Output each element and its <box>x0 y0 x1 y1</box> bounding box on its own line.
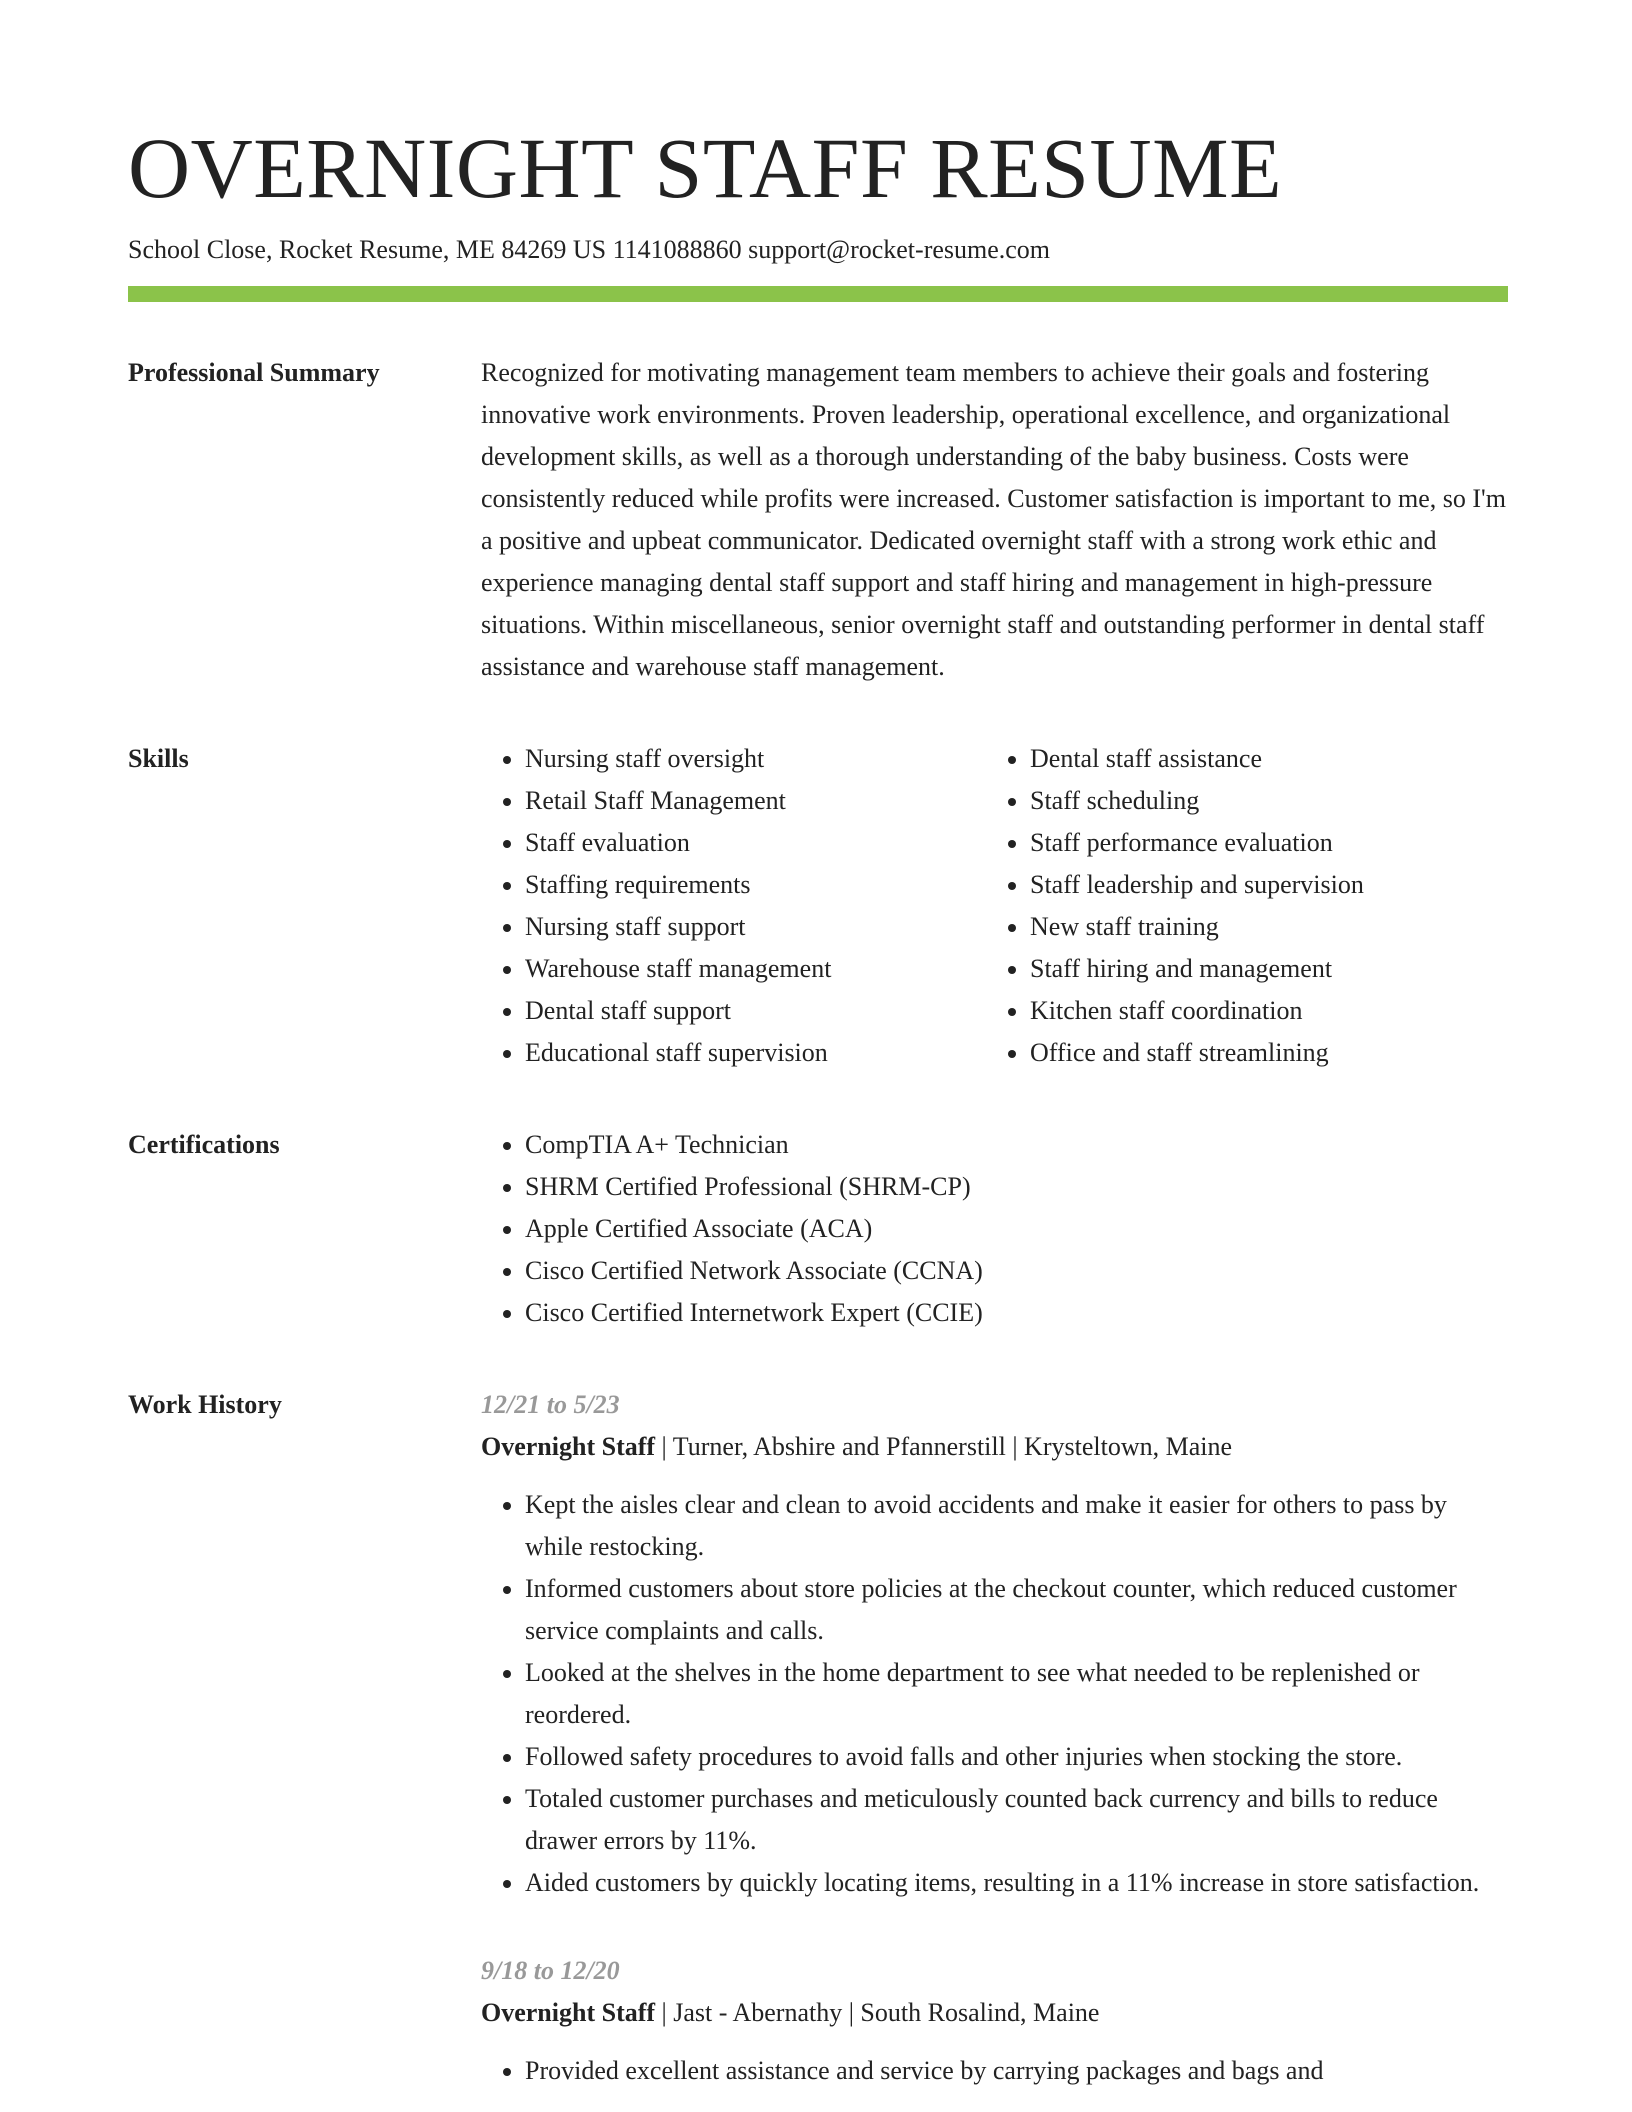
job-role: Overnight Staff <box>481 1998 656 2027</box>
job-heading <box>481 1426 1508 1468</box>
accent-divider <box>128 286 1508 302</box>
job-bullet: • Followed safety procedures to avoid falls and other injuries when stocking the store. <box>525 1736 1508 1778</box>
skill-item: • Staff hiring and management <box>1030 948 1508 990</box>
work-history-section <box>128 1384 1508 2092</box>
skills-list-right <box>986 738 1508 1074</box>
job-bullet: • Totaled customer purchases and meticulously counted back currency and bills to reduce drawer errors by 11%. <box>525 1778 1508 1862</box>
skills-list-left <box>481 738 986 1074</box>
job-bullet: • Aided customers by quickly locating items, resulting in a 11% increase in store satisfaction. <box>525 1862 1508 1904</box>
section-label-summary: Professional Summary <box>128 358 380 387</box>
section-label-certifications: Certifications <box>128 1130 280 1159</box>
resume-title: OVERNIGHT STAFF RESUME <box>128 120 1283 216</box>
skill-item: • Staffing requirements <box>525 864 986 906</box>
skill-item: • Office and staff streamlining <box>1030 1032 1508 1074</box>
job-bullets <box>481 2050 1508 2092</box>
skill-item: • Nursing staff support <box>525 906 986 948</box>
skill-item: • Staff performance evaluation <box>1030 822 1508 864</box>
job-details: | Turner, Abshire and Pfannerstill | Krysteltown, Maine <box>655 1432 1233 1461</box>
skill-item: • Warehouse staff management <box>525 948 986 990</box>
job-role: Overnight Staff <box>481 1432 656 1461</box>
job-heading <box>481 1992 1508 2034</box>
skill-item: • New staff training <box>1030 906 1508 948</box>
job-bullet: • Looked at the shelves in the home department to see what needed to be replenished or reordered. <box>525 1652 1508 1736</box>
job-entry <box>481 1384 1508 1904</box>
skill-item: • Staff evaluation <box>525 822 986 864</box>
skill-item: • Kitchen staff coordination <box>1030 990 1508 1032</box>
job-bullet: • Informed customers about store policies at the checkout counter, which reduced customer service complaints and calls. <box>525 1568 1508 1652</box>
job-dates: 9/18 to 12/20 <box>481 1956 620 1985</box>
resume-page <box>128 118 1508 2092</box>
skill-item: • Staff leadership and supervision <box>1030 864 1508 906</box>
skill-item: • Dental staff support <box>525 990 986 1032</box>
job-bullets <box>481 1484 1508 1904</box>
summary-text: Recognized for motivating management team members to achieve their goals and fostering innovative work environments. Proven leadership, operational excellence, and organizational development skills, as well as a thorough understanding of the baby business. Costs were consistently reduced while profits were increased. Customer satisfaction is important to me, so I'm a positive and upbeat communicator. Dedicated overnight staff with a strong work ethic and experience managing dental staff support and staff hiring and management in high-pressure situations. Within miscellaneous, senior overnight staff and outstanding performer in dental staff assistance and warehouse staff management. <box>481 358 1506 681</box>
job-entry <box>481 1950 1508 2092</box>
job-details: | Jast - Abernathy | South Rosalind, Maine <box>655 1998 1100 2027</box>
certification-item: • Apple Certified Associate (ACA) <box>525 1208 1508 1250</box>
certification-item: • CompTIA A+ Technician <box>525 1124 1508 1166</box>
contact-line: School Close, Rocket Resume, ME 84269 US 1141088860 support@rocket-resume.com <box>128 235 1051 264</box>
job-bullet: • Provided excellent assistance and service by carrying packages and bags and <box>525 2050 1508 2092</box>
skill-item: • Nursing staff oversight <box>525 738 986 780</box>
summary-section <box>128 352 1508 688</box>
job-bullet: • Kept the aisles clear and clean to avoid accidents and make it easier for others to pass by while restocking. <box>525 1484 1508 1568</box>
skill-item: • Retail Staff Management <box>525 780 986 822</box>
section-label-skills: Skills <box>128 744 189 773</box>
skill-item: • Educational staff supervision <box>525 1032 986 1074</box>
certification-item: • SHRM Certified Professional (SHRM-CP) <box>525 1166 1508 1208</box>
section-label-work-history: Work History <box>128 1390 282 1419</box>
certification-item: • Cisco Certified Network Associate (CCNA) <box>525 1250 1508 1292</box>
certifications-section <box>128 1124 1508 1334</box>
skill-item: • Dental staff assistance <box>1030 738 1508 780</box>
skills-section <box>128 738 1508 1074</box>
job-dates: 12/21 to 5/23 <box>481 1390 620 1419</box>
certification-item: • Cisco Certified Internetwork Expert (CCIE) <box>525 1292 1508 1334</box>
skill-item: • Staff scheduling <box>1030 780 1508 822</box>
certifications-list <box>481 1124 1508 1334</box>
